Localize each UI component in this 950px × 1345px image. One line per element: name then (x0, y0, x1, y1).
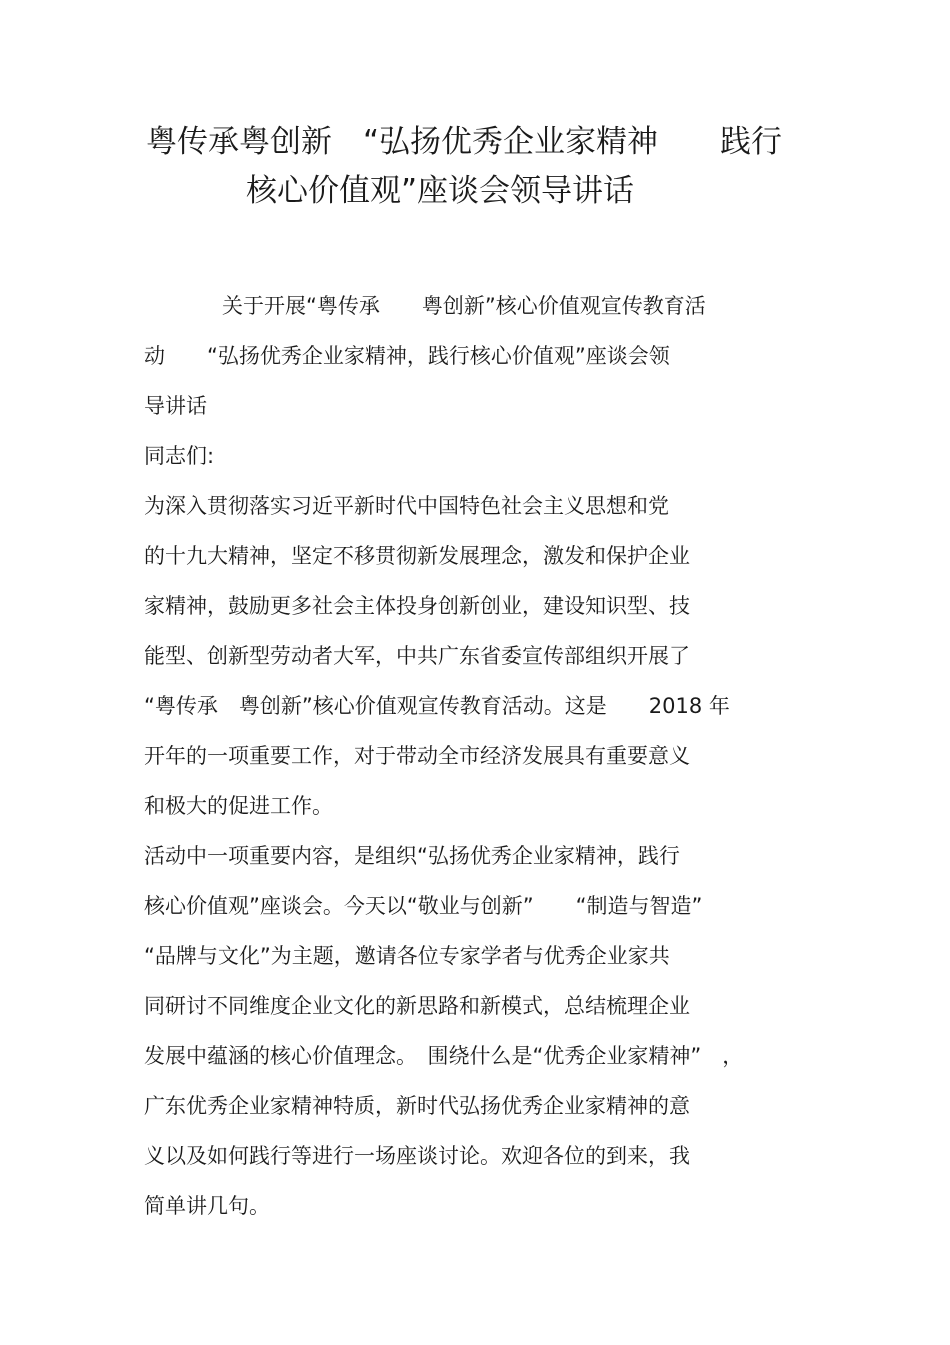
body-line-8: 活动中一项重要内容，是组织“弘扬优秀企业家精神，践行 (144, 844, 680, 868)
body-line-3: 家精神，鼓励更多社会主体投身创新创业，建设知识型、技 (144, 594, 690, 618)
body-line-5: “粤传承 粤创新”核心价值观宣传教育活动。这是 2018 年 (144, 694, 730, 718)
body-line-15: 简单讲几句。 (144, 1194, 270, 1218)
body-line-1: 为深入贯彻落实习近平新时代中国特色社会主义思想和党 (144, 494, 669, 518)
body-line-7: 和极大的促进工作。 (144, 794, 333, 818)
document-title-line-1: 粤传承粤创新 “弘扬优秀企业家精神 践行 (146, 124, 783, 160)
body-line-4: 能型、创新型劳动者大军，中共广东省委宣传部组织开展了 (144, 644, 690, 668)
subtitle-line-2: 动 “弘扬优秀企业家精神，践行核心价值观”座谈会领 (144, 344, 670, 368)
body-line-10: “品牌与文化”为主题，邀请各位专家学者与优秀企业家共 (144, 944, 670, 968)
body-line-6: 开年的一项重要工作，对于带动全市经济发展具有重要意义 (144, 744, 690, 768)
body-line-11: 同研讨不同维度企业文化的新思路和新模式，总结梳理企业 (144, 994, 690, 1018)
salutation: 同志们: (144, 444, 215, 468)
body-line-14: 义以及如何践行等进行一场座谈讨论。欢迎各位的到来，我 (144, 1144, 690, 1168)
subtitle-line-1: 关于开展“粤传承 粤创新”核心价值观宣传教育活 (222, 294, 706, 318)
subtitle-line-3: 导讲话 (144, 394, 207, 418)
body-line-12: 发展中蕴涵的核心价值理念。 围绕什么是“优秀企业家精神” ， (144, 1044, 744, 1068)
body-line-9: 核心价值观”座谈会。今天以“敬业与创新” “制造与智造” (144, 894, 703, 918)
document-title-line-2: 核心价值观”座谈会领导讲话 (246, 173, 635, 209)
body-line-2: 的十九大精神，坚定不移贯彻新发展理念，激发和保护企业 (144, 544, 690, 568)
body-line-13: 广东优秀企业家精神特质，新时代弘扬优秀企业家精神的意 (144, 1094, 690, 1118)
